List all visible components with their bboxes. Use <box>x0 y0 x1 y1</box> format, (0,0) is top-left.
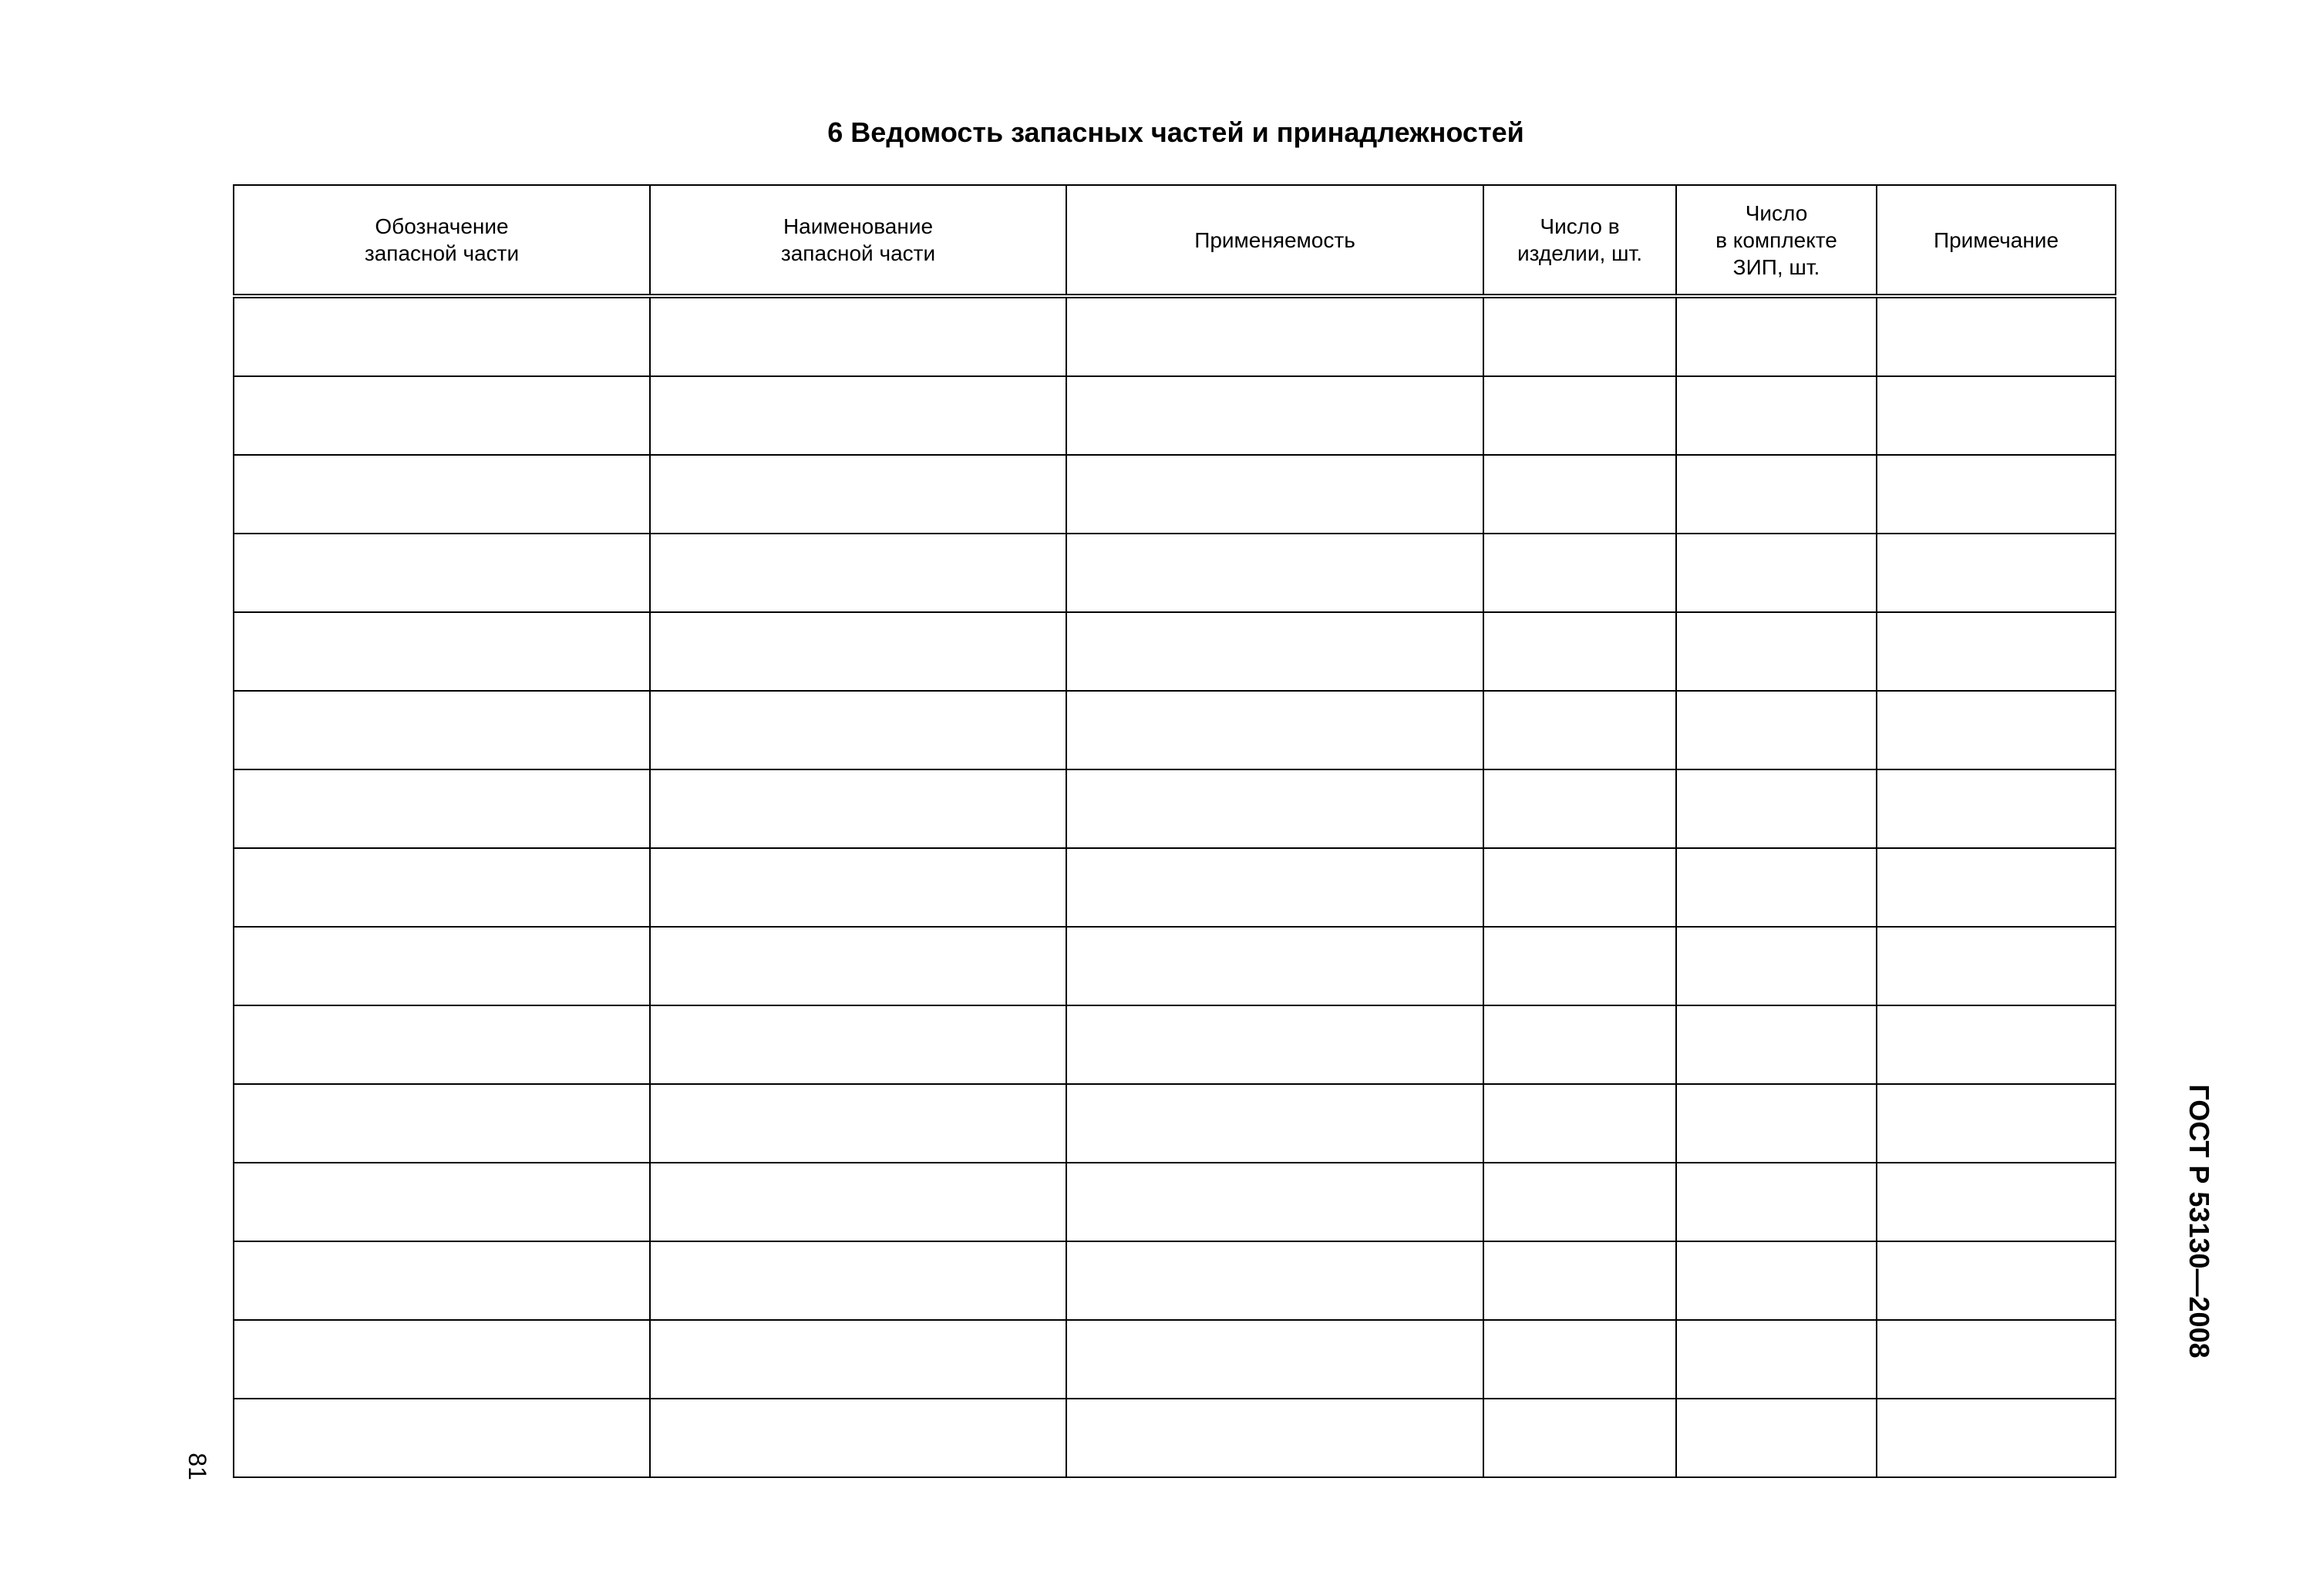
cell-quantity-in-kit <box>1676 848 1877 927</box>
cell-applicability <box>1066 1399 1483 1477</box>
cell-note <box>1877 1241 2116 1320</box>
cell-applicability <box>1066 1320 1483 1399</box>
table-row <box>234 1320 2116 1399</box>
table-row <box>234 1399 2116 1477</box>
cell-part-designation <box>234 927 650 1005</box>
cell-part-name <box>650 691 1066 769</box>
cell-note <box>1877 1399 2116 1477</box>
column-header-quantity-in-product: Число в изделии, шт. <box>1483 185 1676 296</box>
cell-part-designation <box>234 612 650 691</box>
cell-quantity-in-product <box>1483 296 1676 376</box>
table-row <box>234 848 2116 927</box>
cell-quantity-in-product <box>1483 1399 1676 1477</box>
cell-applicability <box>1066 848 1483 927</box>
cell-quantity-in-kit <box>1676 534 1877 612</box>
cell-note <box>1877 927 2116 1005</box>
cell-part-name <box>650 1320 1066 1399</box>
table-row <box>234 1163 2116 1241</box>
table-row <box>234 691 2116 769</box>
table-row <box>234 612 2116 691</box>
cell-note <box>1877 691 2116 769</box>
table-row <box>234 455 2116 534</box>
table-row <box>234 376 2116 455</box>
cell-quantity-in-product <box>1483 927 1676 1005</box>
cell-note <box>1877 612 2116 691</box>
cell-part-name <box>650 1163 1066 1241</box>
cell-part-name <box>650 1005 1066 1084</box>
cell-note <box>1877 769 2116 848</box>
cell-part-name <box>650 296 1066 376</box>
cell-applicability <box>1066 1241 1483 1320</box>
column-header-note: Примечание <box>1877 185 2116 296</box>
cell-quantity-in-product <box>1483 691 1676 769</box>
cell-quantity-in-product <box>1483 769 1676 848</box>
cell-note <box>1877 1163 2116 1241</box>
table-row <box>234 1084 2116 1163</box>
cell-applicability <box>1066 376 1483 455</box>
cell-part-designation <box>234 1163 650 1241</box>
cell-quantity-in-kit <box>1676 927 1877 1005</box>
cell-applicability <box>1066 1084 1483 1163</box>
table-header <box>234 185 2116 296</box>
table-row <box>234 769 2116 848</box>
cell-quantity-in-product <box>1483 1084 1676 1163</box>
cell-part-designation <box>234 691 650 769</box>
cell-part-designation <box>234 1241 650 1320</box>
cell-part-name <box>650 376 1066 455</box>
cell-part-name <box>650 848 1066 927</box>
table-row <box>234 1005 2116 1084</box>
standard-label: ГОСТ Р 53130—2008 <box>2183 1084 2215 1359</box>
cell-quantity-in-kit <box>1676 455 1877 534</box>
cell-note <box>1877 1084 2116 1163</box>
cell-note <box>1877 848 2116 927</box>
cell-quantity-in-kit <box>1676 769 1877 848</box>
cell-note <box>1877 534 2116 612</box>
cell-quantity-in-kit <box>1676 1241 1877 1320</box>
cell-part-designation <box>234 848 650 927</box>
cell-part-designation <box>234 1005 650 1084</box>
cell-applicability <box>1066 691 1483 769</box>
column-header-part-name: Наименование запасной части <box>650 185 1066 296</box>
cell-applicability <box>1066 1163 1483 1241</box>
cell-part-designation <box>234 1084 650 1163</box>
table-row <box>234 534 2116 612</box>
cell-quantity-in-kit <box>1676 1084 1877 1163</box>
cell-part-name <box>650 1241 1066 1320</box>
page-title: 6 Ведомость запасных частей и принадлежностей <box>827 116 1524 148</box>
cell-part-name <box>650 769 1066 848</box>
cell-part-name <box>650 612 1066 691</box>
cell-quantity-in-kit <box>1676 1163 1877 1241</box>
cell-part-name <box>650 927 1066 1005</box>
table-body <box>234 296 2116 1477</box>
table-row <box>234 1241 2116 1320</box>
cell-quantity-in-product <box>1483 848 1676 927</box>
page-number: 81 <box>183 1453 211 1480</box>
cell-quantity-in-product <box>1483 1241 1676 1320</box>
cell-quantity-in-product <box>1483 534 1676 612</box>
cell-quantity-in-product <box>1483 1005 1676 1084</box>
cell-quantity-in-product <box>1483 612 1676 691</box>
header-row <box>234 185 2116 296</box>
cell-quantity-in-product <box>1483 1163 1676 1241</box>
cell-quantity-in-kit <box>1676 691 1877 769</box>
cell-quantity-in-kit <box>1676 376 1877 455</box>
cell-quantity-in-kit <box>1676 1399 1877 1477</box>
column-header-applicability: Применяемость <box>1066 185 1483 296</box>
cell-note <box>1877 376 2116 455</box>
cell-applicability <box>1066 1005 1483 1084</box>
cell-part-designation <box>234 455 650 534</box>
cell-quantity-in-kit <box>1676 1005 1877 1084</box>
cell-part-designation <box>234 1399 650 1477</box>
cell-applicability <box>1066 296 1483 376</box>
cell-part-name <box>650 455 1066 534</box>
spare-parts-table <box>233 184 2116 1478</box>
cell-part-designation <box>234 769 650 848</box>
table-row <box>234 927 2116 1005</box>
cell-applicability <box>1066 534 1483 612</box>
cell-quantity-in-kit <box>1676 296 1877 376</box>
cell-applicability <box>1066 769 1483 848</box>
cell-quantity-in-product <box>1483 455 1676 534</box>
cell-applicability <box>1066 455 1483 534</box>
cell-part-name <box>650 1084 1066 1163</box>
column-header-part-designation: Обозначение запасной части <box>234 185 650 296</box>
cell-part-designation <box>234 376 650 455</box>
cell-part-name <box>650 1399 1066 1477</box>
cell-note <box>1877 455 2116 534</box>
cell-part-designation <box>234 1320 650 1399</box>
cell-quantity-in-kit <box>1676 612 1877 691</box>
cell-quantity-in-product <box>1483 376 1676 455</box>
cell-applicability <box>1066 612 1483 691</box>
cell-part-name <box>650 534 1066 612</box>
cell-note <box>1877 296 2116 376</box>
cell-part-designation <box>234 296 650 376</box>
column-header-quantity-in-kit: Число в комплекте ЗИП, шт. <box>1676 185 1877 296</box>
table-row <box>234 296 2116 376</box>
cell-note <box>1877 1320 2116 1399</box>
cell-note <box>1877 1005 2116 1084</box>
cell-applicability <box>1066 927 1483 1005</box>
cell-quantity-in-product <box>1483 1320 1676 1399</box>
cell-quantity-in-kit <box>1676 1320 1877 1399</box>
cell-part-designation <box>234 534 650 612</box>
